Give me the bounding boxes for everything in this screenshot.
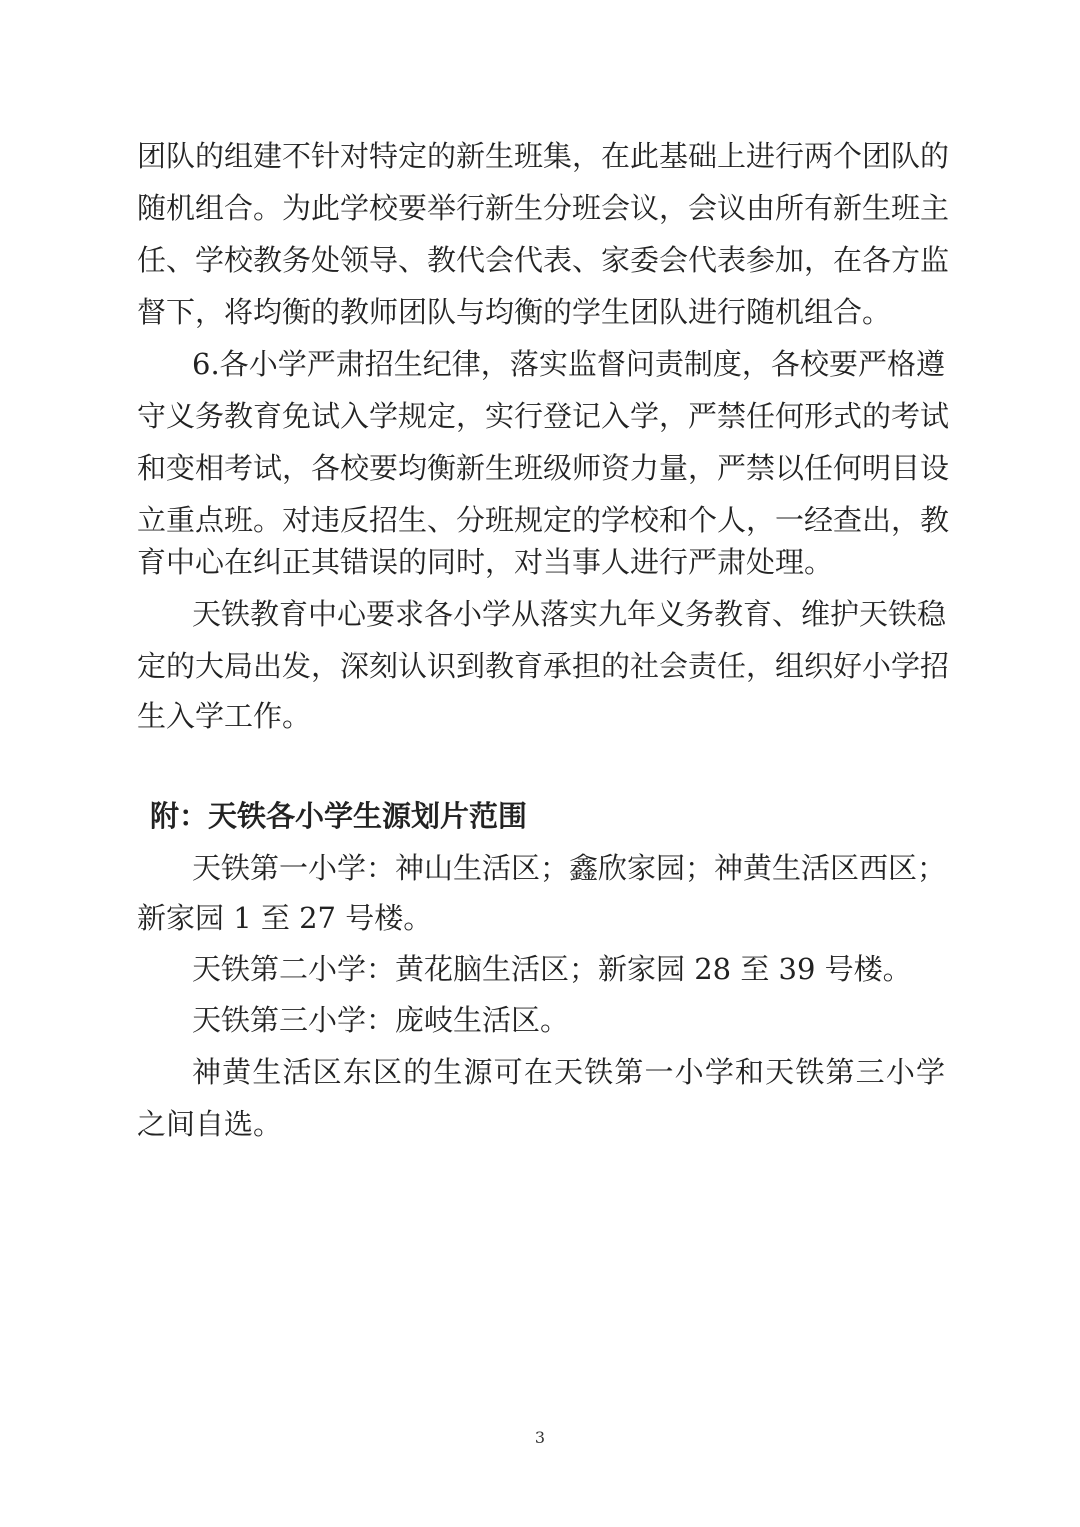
paragraph-line: 立重点班。对违反招生、分班规定的学校和个人，一经查出，教 [137,503,950,537]
appendix-line: 之间自选。 [137,1107,283,1141]
paragraph-line: 天铁教育中心要求各小学从落实九年义务教育、维护天铁稳 [192,597,947,631]
paragraph-line: 督下，将均衡的教师团队与均衡的学生团队进行随机组合。 [137,295,892,329]
appendix-line: 新家园 1 至 27 号楼。 [137,901,433,935]
paragraph-line: 定的大局出发，深刻认识到教育承担的社会责任，组织好小学招 [137,649,950,683]
appendix-line: 天铁第二小学：黄花脑生活区；新家园 28 至 39 号楼。 [192,952,912,986]
appendix-line: 神黄生活区东区的生源可在天铁第一小学和天铁第三小学 [192,1055,945,1089]
paragraph-line: 生入学工作。 [137,699,312,733]
paragraph-line: 守义务教育免试入学规定，实行登记入学，严禁任何形式的考试 [137,399,950,433]
page-number: 3 [534,1428,546,1447]
paragraph-line: 育中心在纠正其错误的同时，对当事人进行严肃处理。 [137,545,834,579]
appendix-line: 天铁第三小学：庞岐生活区。 [192,1003,570,1037]
paragraph-line: 6.各小学严肃招生纪律，落实监督问责制度，各校要严格遵 [192,347,945,381]
paragraph-line: 团队的组建不针对特定的新生班集，在此基础上进行两个团队的 [137,139,950,173]
paragraph-line: 随机组合。为此学校要举行新生分班会议，会议由所有新生班主 [137,191,950,225]
paragraph-line: 任、学校教务处领导、教代会代表、家委会代表参加，在各方监 [137,243,950,277]
paragraph-line: 和变相考试，各校要均衡新生班级师资力量，严禁以任何明目设 [137,451,950,485]
appendix-heading: 附：天铁各小学生源划片范围 [150,799,528,833]
appendix-line: 天铁第一小学：神山生活区；鑫欣家园；神黄生活区西区； [192,851,947,885]
